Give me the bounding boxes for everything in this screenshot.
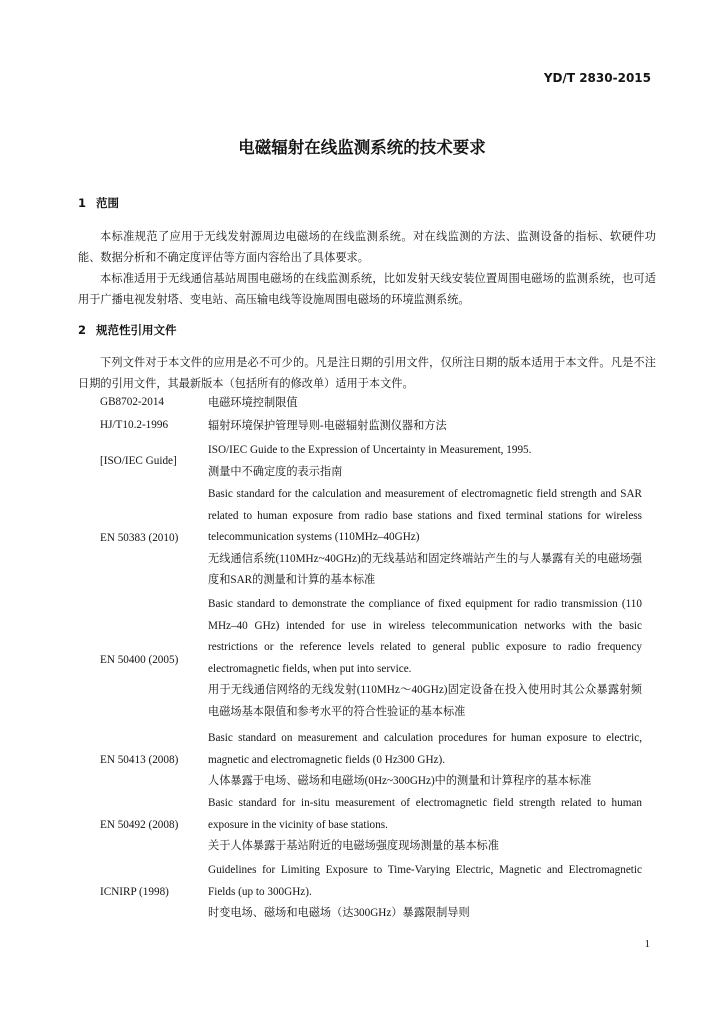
reference-title-zh: 关于人体暴露于基站附近的电磁场强度现场测量的基本标准 — [208, 840, 499, 852]
reference-code: EN 50413 (2008) — [100, 754, 179, 766]
reference-title-en: Basic standard for in-situ measurement of electromagnetic field strength related to human exposure in the vicinity of base stations. — [208, 797, 642, 831]
reference-title: 辐射环境保护管理导则-电磁辐射监测仪器和方法 — [208, 420, 447, 432]
reference-code: EN 50400 (2005) — [100, 654, 179, 666]
reference-code: HJ/T10.2-1996 — [100, 419, 169, 431]
section-title: 规范性引用文件 — [96, 323, 177, 337]
reference-code: GB8702-2014 — [100, 396, 165, 408]
reference-title: 电磁环境控制限值 — [208, 397, 298, 409]
section-1-heading — [78, 195, 119, 211]
section-number: 1 — [78, 196, 87, 210]
reference-title-zh: 测量中不确定度的表示指南 — [208, 465, 343, 478]
document-title: 电磁辐射在线监测系统的技术要求 — [238, 138, 486, 157]
section-number: 2 — [78, 323, 87, 337]
scope-paragraph-1: 本标准规范了应用于无线发射源周边电磁场的在线监测系统。对在线监测的方法、监测设备的指标、软硬件功能、数据分析和不确定度评估等方面内容给出了具体要求。 — [78, 230, 656, 264]
reference-title-en: ISO/IEC Guide to the Expression of Uncertainty in Measurement, 1995. — [208, 444, 532, 456]
reference-title-zh: 无线通信系统(110MHz~40GHz)的无线基站和固定终端站产生的与人暴露有关的电磁场强度和SAR的测量和计算的基本标准 — [208, 552, 642, 586]
reference-title-zh: 人体暴露于电场、磁场和电磁场(0Hz~300GHz)中的测量和计算程序的基本标准 — [208, 775, 592, 787]
reference-title-zh: 用于无线通信网络的无线发射(110MHz～40GHz)固定设备在投入使用时其公众暴露射频电磁场基本限值和参考水平的符合性验证的基本标准 — [208, 684, 642, 718]
document-code: YD/T 2830-2015 — [543, 71, 651, 85]
section-title: 范围 — [96, 196, 119, 210]
scope-paragraph-2: 本标准适用于无线通信基站周围电磁场的在线监测系统，比如发射天线安装位置周围电磁场的监测系统，也可适用于广播电视发射塔、变电站、高压输电线等设施周围电磁场的环境监测系统。 — [78, 272, 656, 306]
reference-code: EN 50383 (2010) — [100, 532, 179, 544]
reference-code: ICNIRP (1998) — [100, 886, 169, 898]
reference-title-en: Basic standard to demonstrate the compliance of fixed equipment for radio transmission (110 MHz–40 GHz) intended for use in wireless telecommunication networks with the basic restrictions or the reference levels related to general public exposure to radio frequency electromagnetic fields, when put into service. — [208, 598, 642, 675]
reference-title-en: Basic standard for the calculation and measurement of electromagnetic field strength and SAR related to human exposure from radio base stations and fixed terminal stations for wireless telecommunication systems (110MHz–40GHz) — [208, 488, 642, 543]
section-2-heading — [78, 322, 177, 338]
page-number: 1 — [644, 938, 650, 950]
reference-title-en: Basic standard on measurement and calculation procedures for human exposure to electric, magnetic and electromagnetic fields (0 Hz300 GHz). — [208, 732, 642, 766]
references-intro: 下列文件对于本文件的应用是必不可少的。凡是注日期的引用文件，仅所注日期的版本适用于本文件。凡是不注日期的引用文件，其最新版本（包括所有的修改单）适用于本文件。 — [78, 356, 656, 390]
reference-title-en: Guidelines for Limiting Exposure to Time-Varying Electric, Magnetic and Electromagnetic Fields (up to 300GHz). — [208, 864, 642, 898]
reference-code: [ISO/IEC Guide] — [100, 455, 177, 467]
reference-code: EN 50492 (2008) — [100, 819, 179, 831]
reference-title-zh: 时变电场、磁场和电磁场（达300GHz）暴露限制导则 — [208, 907, 470, 919]
